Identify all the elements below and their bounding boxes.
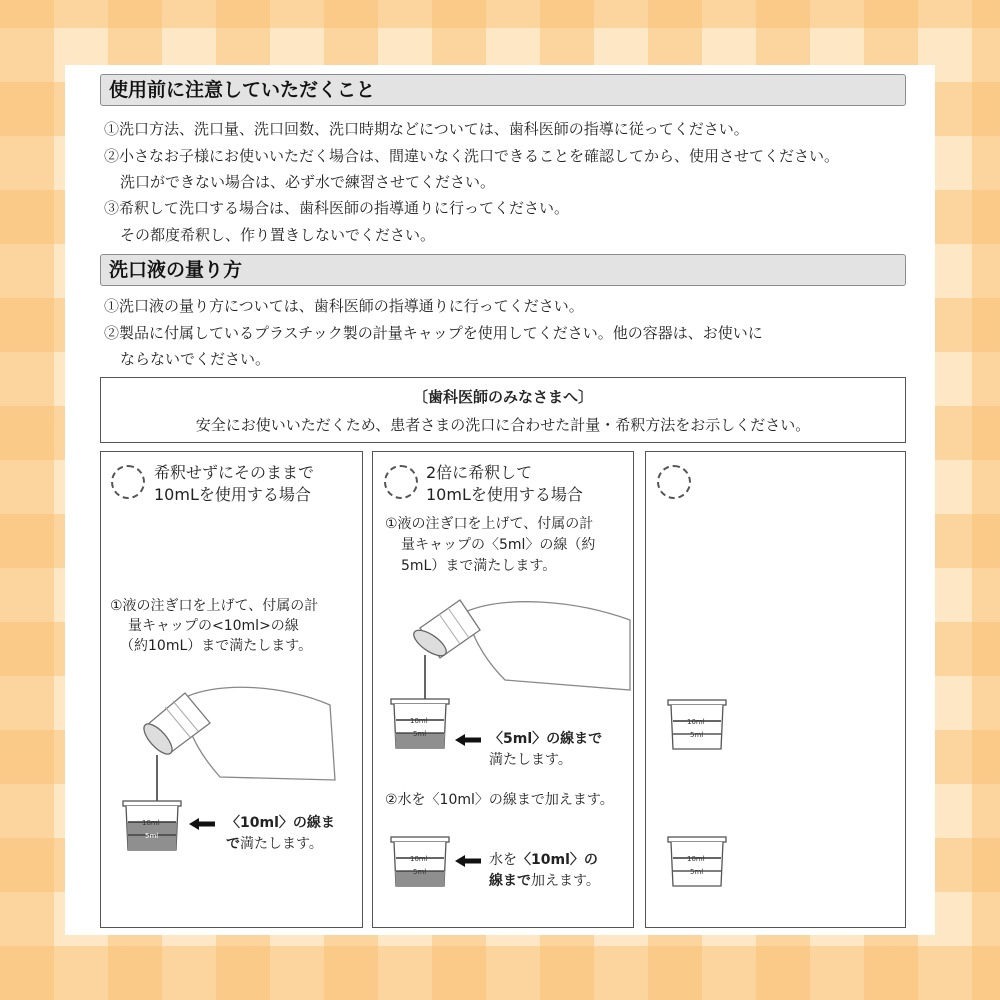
panel2-step1-line-1: ①液の注ぎ口を上げて、付属の計 (385, 516, 594, 532)
panel2-callout1-line-2: 満たします。 (489, 752, 572, 768)
panel2-callout2-line-1 (489, 850, 598, 871)
measuring-line-2b: ならないでください。 (120, 350, 271, 368)
measuring-cup-icon (122, 800, 182, 852)
panel1-step-line-2: 量キャップの<10ml>の線 (128, 618, 299, 634)
panel2-callout2-bold: 〈10ml〉の (517, 852, 598, 868)
cup-label-10ml: 10ml (687, 718, 705, 726)
panel2-callout2-prefix: 水を (489, 852, 517, 868)
panel2-step1-line-2: 量キャップの〈5ml〉の線（約 (401, 537, 596, 553)
measuring-line-2: ②製品に付属しているプラスチック製の計量キャップを使用してください。他の容器は、お使いに (104, 324, 763, 342)
measuring-cup-icon (667, 699, 727, 751)
notice-body: 安全にお使いいただくため、患者さまの洗口に合わせた計量・希釈方法をお示しください。 (195, 416, 811, 434)
panel1-step-line-3: （約10mL）まで満たします。 (120, 638, 313, 654)
cup-label-5ml: 5ml (690, 731, 704, 739)
cup-label-10ml: 10ml (410, 855, 428, 863)
measuring-line-1: ①洗口液の量り方については、歯科医師の指導通りに行ってください。 (104, 297, 584, 315)
panel2-step2: ②水を〈10ml〉の線まで加えます。 (385, 792, 614, 808)
cup-label-10ml: 10ml (687, 855, 705, 863)
panel2-callout1-line-1: 〈5ml〉の線まで (489, 731, 603, 747)
measuring-cup-icon (390, 698, 450, 750)
cup-label-5ml: 5ml (145, 832, 159, 840)
panel2-callout2-bold-2: 線まで (489, 873, 531, 889)
cup-label-5ml: 5ml (413, 868, 427, 876)
panel2-title-line-2: 10mLを使用する場合 (426, 485, 583, 504)
precaution-line-1: ①洗口方法、洗口量、洗口回数、洗口時期などについては、歯科医師の指導に従ってください。 (104, 120, 749, 138)
dentist-notice-box (100, 377, 906, 443)
section-header-precautions: 使用前に注意していただくこと (100, 74, 906, 106)
panel1-callout-bold: で (226, 836, 240, 852)
cup-label-10ml: 10ml (142, 819, 160, 827)
dashed-circle-icon (384, 465, 418, 499)
panel1-step-line-1: ①液の注ぎ口を上げて、付属の計 (110, 598, 319, 614)
precaution-line-3: ③希釈して洗口する場合は、歯科医師の指導通りに行ってください。 (104, 199, 570, 217)
left-arrow-icon (455, 855, 481, 867)
section-header-measuring: 洗口液の量り方 (100, 254, 906, 286)
panel2-step1-line-3: 5mL）まで満たします。 (401, 558, 557, 574)
cup-label-5ml: 5ml (413, 730, 427, 738)
panel2-callout2-normal: 加えます。 (531, 873, 600, 889)
left-arrow-icon (189, 818, 215, 830)
panel1-title-line-1: 希釈せずにそのままで (154, 463, 315, 482)
panel1-title-line-2: 10mLを使用する場合 (154, 485, 311, 504)
cup-label-10ml: 10ml (410, 717, 428, 725)
dashed-circle-icon (657, 465, 691, 499)
notice-title: 〔歯科医師のみなさまへ〕 (412, 388, 593, 406)
bottle-illustration (135, 665, 335, 780)
precaution-line-3b: その都度希釈し、作り置きしないでください。 (120, 226, 436, 244)
precaution-line-2b: 洗口ができない場合は、必ず水で練習させてください。 (120, 173, 496, 191)
panel1-callout-line-1: 〈10ml〉の線ま (226, 815, 335, 831)
panel1-callout-line-2 (226, 834, 323, 855)
cup-label-5ml: 5ml (690, 868, 704, 876)
panel2-title-line-1: 2倍に希釈して (426, 463, 533, 482)
precaution-line-2: ②小さなお子様にお使いいただく場合は、間違いなく洗口できることを確認してから、使用させてください。 (104, 147, 840, 165)
measuring-cup-icon (390, 836, 450, 888)
panel1-callout-normal: 満たします。 (240, 836, 323, 852)
left-arrow-icon (455, 734, 481, 746)
measuring-cup-icon (667, 836, 727, 888)
panel2-callout2-line-2 (489, 871, 600, 892)
dashed-circle-icon (111, 465, 145, 499)
bottle-illustration (405, 590, 630, 695)
